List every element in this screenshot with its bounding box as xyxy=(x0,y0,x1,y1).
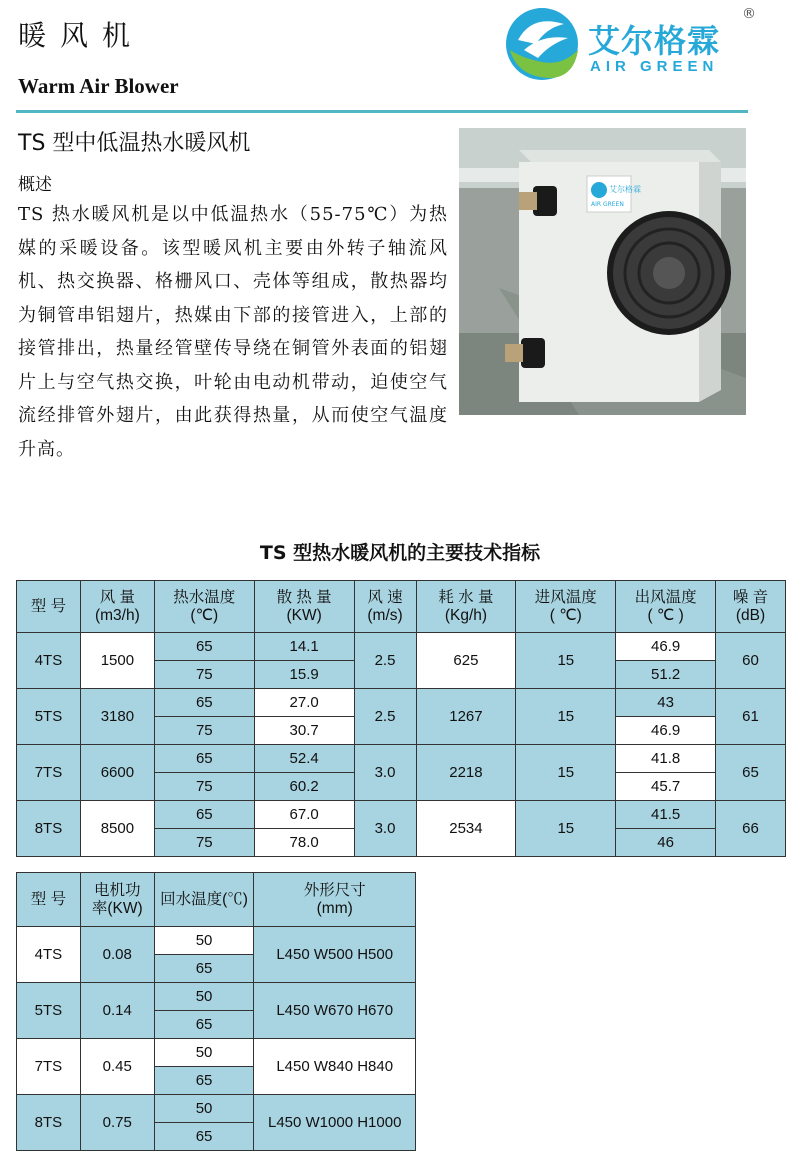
logo-text-en: AIR GREEN xyxy=(590,58,719,75)
page-title-en: Warm Air Blower xyxy=(18,74,179,98)
header-heat-output: 散 热 量 (KW) xyxy=(254,581,354,633)
cell-return-temp: 50 xyxy=(154,1039,254,1067)
header-noise: 噪 音 (dB) xyxy=(716,581,786,633)
cell-model: 5TS xyxy=(17,689,81,745)
cell-heat-output: 67.0 xyxy=(254,801,354,829)
product-photo xyxy=(459,128,746,415)
cell-motor-power: 0.45 xyxy=(80,1039,154,1095)
spec-table xyxy=(16,580,786,857)
cell-heat-output: 60.2 xyxy=(254,773,354,801)
header-outlet-temp: 出风温度 ( ℃ ) xyxy=(616,581,716,633)
cell-water-temp: 65 xyxy=(154,689,254,717)
cell-water-temp: 65 xyxy=(154,801,254,829)
cell-heat-output: 52.4 xyxy=(254,745,354,773)
table-row xyxy=(17,1095,416,1123)
table-row xyxy=(17,633,786,661)
cell-heat-output: 30.7 xyxy=(254,717,354,745)
cell-return-temp: 50 xyxy=(154,1095,254,1123)
section-description: TS 热水暖风机是以中低温热水（55-75℃）为热媒的采暖设备。该型暖风机主要由外转子轴流风机、热交换器、格栅风口、壳体等组成，散热器均为铜管串铝翅片，热媒由下部的接管进入，上部的接管排出，热量经管壁传导绕在铜管外表面的铝翅片上与空气热交换，叶轮由电动机带动，迫使空气流经排管外翅片，由此获得热量，从而使空气温度升高。 xyxy=(18,204,448,460)
brand-logo xyxy=(502,4,772,86)
header-model: 型 号 xyxy=(17,873,81,927)
cell-model: 8TS xyxy=(17,1095,81,1151)
header-model: 型 号 xyxy=(17,581,81,633)
cell-inlet-temp: 15 xyxy=(516,633,616,689)
header-inlet-temp: 进风温度 ( ℃) xyxy=(516,581,616,633)
cell-outlet-temp: 46.9 xyxy=(616,717,716,745)
cell-water-use: 1267 xyxy=(416,689,516,745)
cell-noise: 61 xyxy=(716,689,786,745)
cell-return-temp: 50 xyxy=(154,983,254,1011)
photo-label-cn: 艾尔格霖 xyxy=(609,185,641,194)
cell-dimensions: L450 W670 H670 xyxy=(254,983,416,1039)
cell-return-temp: 65 xyxy=(154,1123,254,1151)
cell-water-temp: 75 xyxy=(154,773,254,801)
cell-model: 7TS xyxy=(17,1039,81,1095)
cell-noise: 60 xyxy=(716,633,786,689)
header-water-temp: 热水温度 (℃) xyxy=(154,581,254,633)
cell-heat-output: 15.9 xyxy=(254,661,354,689)
cell-return-temp: 50 xyxy=(154,927,254,955)
cell-model: 5TS xyxy=(17,983,81,1039)
header-dimensions: 外形尺寸 (mm) xyxy=(254,873,416,927)
cell-noise: 65 xyxy=(716,745,786,801)
air-blower-illustration xyxy=(459,128,746,415)
cell-inlet-temp: 15 xyxy=(516,801,616,857)
section-title: TS 型中低温热水暖风机 xyxy=(18,131,251,156)
table-row xyxy=(17,927,416,955)
cell-water-temp: 65 xyxy=(154,745,254,773)
cell-outlet-temp: 46.9 xyxy=(616,633,716,661)
cell-air-volume: 6600 xyxy=(80,745,154,801)
table-row xyxy=(17,801,786,829)
section-subtitle: 概述 xyxy=(18,175,52,195)
cell-dimensions: L450 W1000 H1000 xyxy=(254,1095,416,1151)
header-air-volume: 风 量 (m3/h) xyxy=(80,581,154,633)
cell-air-volume: 8500 xyxy=(80,801,154,857)
cell-model: 7TS xyxy=(17,745,81,801)
cell-outlet-temp: 45.7 xyxy=(616,773,716,801)
cell-outlet-temp: 41.8 xyxy=(616,745,716,773)
registered-mark: ® xyxy=(742,6,756,22)
cell-return-temp: 65 xyxy=(154,1011,254,1039)
cell-water-use: 2534 xyxy=(416,801,516,857)
cell-heat-output: 78.0 xyxy=(254,829,354,857)
cell-outlet-temp: 41.5 xyxy=(616,801,716,829)
spec-table-title: TS 型热水暖风机的主要技术指标 xyxy=(259,542,541,564)
table-row xyxy=(17,1039,416,1067)
cell-air-speed: 2.5 xyxy=(354,633,416,689)
cell-water-use: 625 xyxy=(416,633,516,689)
photo-label-en: AIR GREEN xyxy=(591,201,624,208)
header-return-temp: 回水温度(℃) xyxy=(154,873,254,927)
header-air-speed: 风 速 (m/s) xyxy=(354,581,416,633)
cell-heat-output: 14.1 xyxy=(254,633,354,661)
table-header-row xyxy=(17,873,416,927)
cell-motor-power: 0.75 xyxy=(80,1095,154,1151)
cell-dimensions: L450 W500 H500 xyxy=(254,927,416,983)
logo-text-cn: 艾尔格霖 xyxy=(588,22,721,60)
cell-air-speed: 3.0 xyxy=(354,745,416,801)
cell-air-speed: 2.5 xyxy=(354,689,416,745)
cell-inlet-temp: 15 xyxy=(516,689,616,745)
table-header-row xyxy=(17,581,786,633)
cell-inlet-temp: 15 xyxy=(516,745,616,801)
cell-water-use: 2218 xyxy=(416,745,516,801)
table-row xyxy=(17,745,786,773)
cell-model: 8TS xyxy=(17,801,81,857)
cell-air-speed: 3.0 xyxy=(354,801,416,857)
header-divider xyxy=(16,110,748,113)
cell-outlet-temp: 43 xyxy=(616,689,716,717)
logo-icon xyxy=(502,4,582,84)
cell-model: 4TS xyxy=(17,633,81,689)
cell-air-volume: 1500 xyxy=(80,633,154,689)
cell-water-temp: 75 xyxy=(154,829,254,857)
cell-air-volume: 3180 xyxy=(80,689,154,745)
header-water-use: 耗 水 量 (Kg/h) xyxy=(416,581,516,633)
motor-dimension-table xyxy=(16,872,416,1151)
cell-water-temp: 75 xyxy=(154,717,254,745)
table-row xyxy=(17,689,786,717)
cell-water-temp: 75 xyxy=(154,661,254,689)
cell-outlet-temp: 46 xyxy=(616,829,716,857)
table-row xyxy=(17,983,416,1011)
cell-motor-power: 0.08 xyxy=(80,927,154,983)
cell-motor-power: 0.14 xyxy=(80,983,154,1039)
cell-noise: 66 xyxy=(716,801,786,857)
cell-water-temp: 65 xyxy=(154,633,254,661)
page-title-cn: 暖风机 xyxy=(18,19,145,52)
cell-model: 4TS xyxy=(17,927,81,983)
cell-outlet-temp: 51.2 xyxy=(616,661,716,689)
header-motor-power: 电机功 率(KW) xyxy=(80,873,154,927)
cell-heat-output: 27.0 xyxy=(254,689,354,717)
cell-return-temp: 65 xyxy=(154,1067,254,1095)
cell-return-temp: 65 xyxy=(154,955,254,983)
cell-dimensions: L450 W840 H840 xyxy=(254,1039,416,1095)
